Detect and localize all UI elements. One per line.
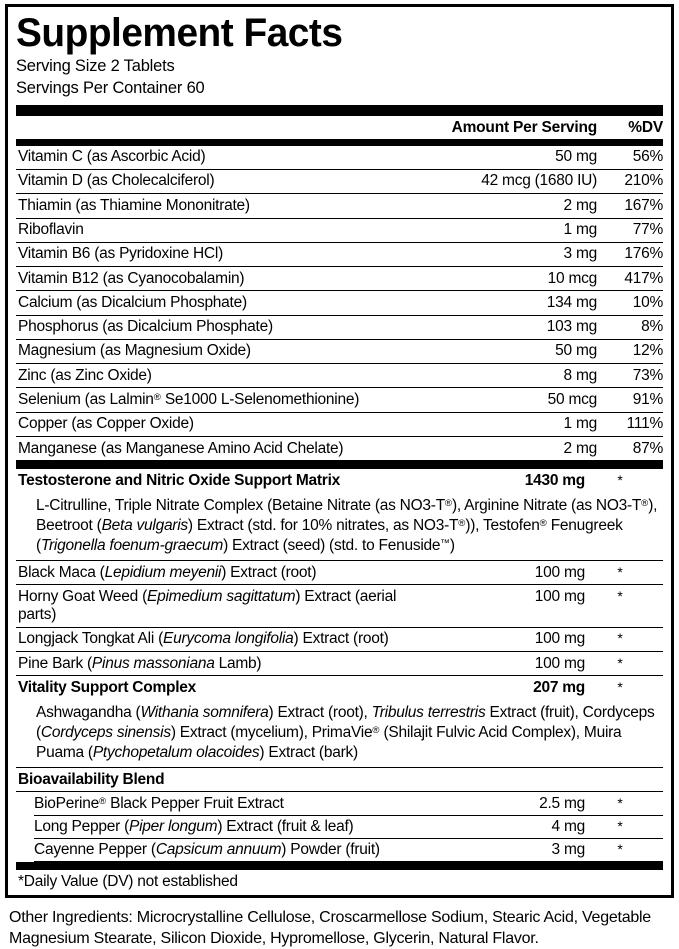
bioavailability-row	[16, 792, 663, 815]
ingredient-name: Bioavailability Blend	[18, 770, 165, 788]
ingredient-name: Riboflavin	[18, 221, 84, 239]
ingredient-name: Zinc (as Zinc Oxide)	[18, 366, 152, 384]
serving-size: Serving Size 2 Tablets	[16, 56, 175, 75]
ingredient-name: Pine Bark (Pinus massoniana Lamb)	[18, 654, 262, 672]
ingredient-name: Vitamin D (as Cholecalciferol)	[18, 172, 215, 190]
ingredient-dv-star: *	[617, 630, 623, 647]
ingredient-dv-star: *	[617, 587, 623, 604]
daily-value-footnote: *Daily Value (DV) not established	[18, 873, 238, 891]
ingredient-name: Testosterone and Nitric Oxide Support Matrix	[18, 471, 341, 489]
ingredient-amount: 50 mg	[555, 342, 597, 360]
ingredient-name: BioPerine® Black Pepper Fruit Extract	[34, 794, 284, 812]
ingredient-name: Calcium (as Dicalcium Phosphate)	[18, 293, 247, 311]
herbal-row	[16, 585, 663, 628]
ingredient-amount: 8 mg	[563, 366, 597, 384]
ingredient-dv-star: *	[617, 471, 623, 488]
ingredient-amount: 42 mcg (1680 IU)	[481, 172, 597, 190]
ingredient-amount: 50 mcg	[547, 390, 597, 408]
nutrient-row	[16, 413, 663, 437]
ingredient-amount: 2 mg	[563, 196, 597, 214]
ingredient-dv-star: *	[617, 794, 623, 811]
nutrient-row	[16, 340, 663, 364]
servings-per-container: Servings Per Container 60	[16, 78, 205, 97]
ingredient-dv: 12%	[632, 342, 663, 360]
ingredient-amount: 50 mg	[555, 148, 597, 166]
matrix-header-row	[16, 469, 663, 492]
ingredient-amount: 2 mg	[563, 439, 597, 457]
ingredient-dv-star: *	[617, 678, 623, 695]
ingredient-dv: 10%	[632, 293, 663, 311]
ingredient-amount: 100 mg	[534, 587, 585, 605]
other-ingredients: Other Ingredients: Microcrystalline Cellulose, Croscarmellose Sodium, Stearic Acid, Vegetable Magnesium Stearate, Silicon Dioxide, Hypromellose, Glycerin, Natural Flavor.	[9, 909, 651, 948]
nutrient-row	[16, 267, 663, 291]
ingredient-dv: 87%	[632, 439, 663, 457]
column-header-row	[16, 116, 663, 139]
ingredient-dv: 111%	[626, 415, 663, 433]
page-title: Supplement Facts	[16, 11, 343, 55]
ingredient-amount: 100 mg	[534, 630, 585, 648]
column-header-dv: %DV	[628, 118, 663, 136]
nutrient-row	[16, 146, 663, 170]
ingredient-dv: 417%	[624, 269, 663, 287]
ingredient-dv: 176%	[624, 245, 663, 263]
divider-before-matrix	[16, 461, 663, 469]
nutrient-row	[16, 388, 663, 412]
nutrient-row	[16, 316, 663, 340]
ingredient-amount: 2.5 mg	[539, 794, 585, 812]
proprietary-blend-table	[8, 469, 671, 862]
ingredient-name: Vitamin C (as Ascorbic Acid)	[18, 148, 206, 166]
nutrient-row	[16, 364, 663, 388]
ingredient-amount: 100 mg	[534, 563, 585, 581]
ingredient-amount: 3 mg	[551, 841, 585, 859]
ingredient-dv-star: *	[617, 841, 623, 858]
ingredient-name: Magnesium (as Magnesium Oxide)	[18, 342, 251, 360]
ingredient-name: Cayenne Pepper (Capsicum annuum) Powder (fruit)	[34, 841, 380, 859]
ingredient-name: Phosphorus (as Dicalcium Phosphate)	[18, 318, 273, 336]
ingredient-name: Horny Goat Weed (Epimedium sagittatum) Extract (aerial parts)	[18, 587, 397, 624]
ingredient-dv: 73%	[632, 366, 663, 384]
ingredient-dv-star: *	[617, 818, 623, 835]
ingredient-dv: 56%	[632, 148, 663, 166]
ingredient-name: Copper (as Copper Oxide)	[18, 415, 194, 433]
nutrient-row	[16, 243, 663, 267]
ingredient-name: Vitality Support Complex	[18, 678, 197, 696]
ingredient-dv: 210%	[624, 172, 663, 190]
divider-before-footnote	[16, 862, 663, 870]
nutrient-row	[16, 219, 663, 243]
supplement-facts-panel	[5, 4, 674, 898]
ingredient-name: Selenium (as Lalmin® Se1000 L-Selenomethionine)	[18, 390, 360, 408]
divider-thick-top	[16, 105, 663, 116]
ingredient-amount: 1430 mg	[524, 471, 585, 489]
ingredient-dv-star: *	[617, 654, 623, 671]
column-header-amount: Amount Per Serving	[451, 118, 597, 136]
bioavailability-row	[16, 816, 663, 839]
ingredient-dv: 167%	[624, 196, 663, 214]
nutrient-row	[16, 194, 663, 218]
nutrient-table	[8, 146, 671, 462]
ingredient-amount: 103 mg	[546, 318, 597, 336]
ingredient-dv-star: *	[617, 563, 623, 580]
herbal-row	[16, 561, 663, 585]
ingredient-amount: 1 mg	[563, 415, 597, 433]
ingredient-name: Thiamin (as Thiamine Mononitrate)	[18, 196, 250, 214]
vitality-description: Ashwagandha (Withania somnifera) Extract (root), Tribulus terrestris Extract (fruit), Cordyceps (Cordyceps sinensis) Extract (mycelium), PrimaVie® (Shilajit Fulvic Acid Complex), Muira Puama (Ptychopetalum olacoides) Extract (bark)	[16, 700, 663, 768]
nutrient-row	[16, 291, 663, 315]
vitality-header-row	[16, 676, 663, 699]
ingredient-name: Black Maca (Lepidium meyenii) Extract (root)	[18, 563, 317, 581]
bioavailability-row	[16, 839, 663, 862]
matrix-description: L-Citrulline, Triple Nitrate Complex (Betaine Nitrate (as NO3-T®), Arginine Nitrate (as NO3-T®), Beetroot (Beta vulgaris) Extract (std. for 10% nitrates, as NO3-T®)), Testofen® Fenugreek (Trigonella foenum-graecum) Extract (seed) (std. to Fenuside™)	[16, 493, 663, 561]
ingredient-name: Long Pepper (Piper longum) Extract (fruit & leaf)	[34, 818, 354, 836]
bioavailability-header-row	[16, 768, 663, 792]
ingredient-dv: 91%	[632, 390, 663, 408]
divider-under-column-header	[16, 139, 663, 146]
nutrient-row	[16, 170, 663, 194]
herbal-row	[16, 652, 663, 676]
ingredient-amount: 100 mg	[534, 654, 585, 672]
ingredient-name: Longjack Tongkat Ali (Eurycoma longifolia) Extract (root)	[18, 630, 389, 648]
ingredient-amount: 4 mg	[551, 818, 585, 836]
ingredient-amount: 1 mg	[563, 221, 597, 239]
ingredient-dv: 77%	[632, 221, 663, 239]
ingredient-amount: 10 mcg	[547, 269, 597, 287]
ingredient-name: Vitamin B6 (as Pyridoxine HCl)	[18, 245, 223, 263]
ingredient-dv: 8%	[641, 318, 663, 336]
ingredient-name: Vitamin B12 (as Cyanocobalamin)	[18, 269, 245, 287]
ingredient-amount: 3 mg	[563, 245, 597, 263]
nutrient-row	[16, 437, 663, 461]
herbal-row	[16, 628, 663, 652]
ingredient-amount: 134 mg	[546, 293, 597, 311]
ingredient-amount: 207 mg	[533, 678, 585, 696]
ingredient-name: Manganese (as Manganese Amino Acid Chelate)	[18, 439, 344, 457]
